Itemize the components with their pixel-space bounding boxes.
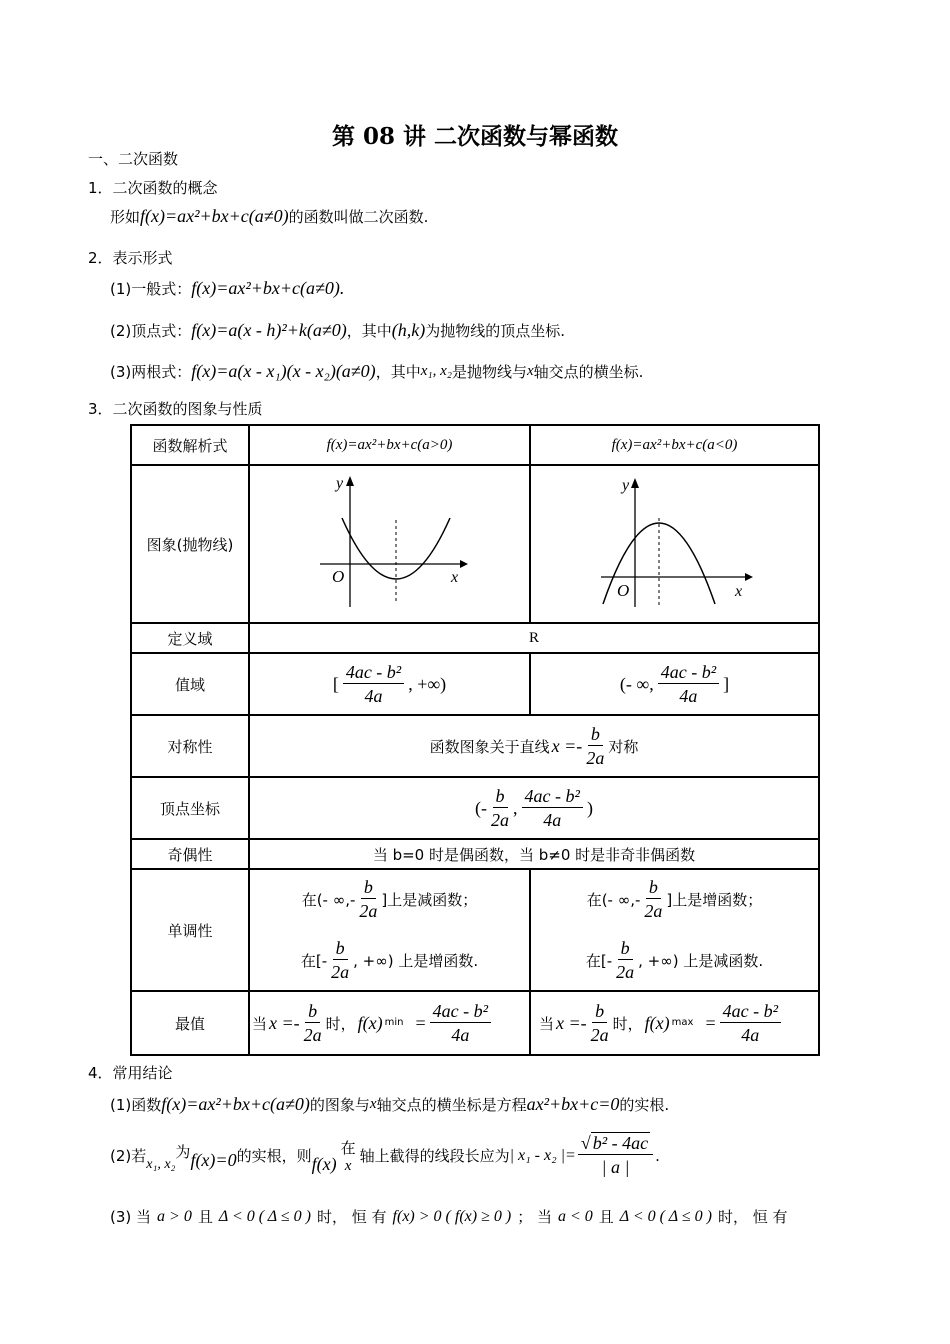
graph-y-label: y bbox=[621, 477, 629, 494]
vertex-close: ) bbox=[586, 797, 593, 818]
graph-downward-cell bbox=[530, 465, 819, 623]
c1-x: x bbox=[369, 1096, 377, 1112]
mono-numerator: b bbox=[618, 937, 633, 960]
c2-equation: f(x)=0 bbox=[190, 1150, 237, 1170]
extreme-numerator: b bbox=[592, 1000, 607, 1023]
extreme-x: x =- bbox=[556, 1012, 587, 1033]
page-title: 第 08 讲 二次函数与幂函数 bbox=[331, 123, 619, 150]
range-denominator: 4a bbox=[679, 685, 698, 706]
extreme-value-denominator: 4a bbox=[451, 1024, 470, 1045]
mono-denominator: 2a bbox=[644, 901, 663, 921]
table-row bbox=[131, 623, 819, 653]
conclusion-3 bbox=[110, 1206, 787, 1227]
vertex-denominator-1: 2a bbox=[491, 809, 510, 830]
row-label-monotonicity: 单调性 bbox=[131, 869, 249, 991]
mono-denominator: 2a bbox=[331, 962, 350, 982]
c3-text: (3) 当 bbox=[110, 1208, 152, 1226]
extreme-eq: = bbox=[705, 1012, 716, 1033]
range-positive bbox=[249, 653, 530, 715]
mono-text: 在[- bbox=[300, 952, 328, 970]
mono-text: 在(- ∞,- bbox=[301, 891, 356, 909]
c2-x: x bbox=[344, 1157, 352, 1174]
c2-sqrt-numerator: b² - 4ac bbox=[592, 1133, 649, 1153]
extreme-f: f(x) bbox=[357, 1012, 383, 1033]
c1-text: 轴交点的横坐标是方程 bbox=[376, 1096, 527, 1114]
monotonicity-positive bbox=[249, 869, 530, 991]
extreme-value-denominator: 4a bbox=[741, 1024, 760, 1045]
graph-y-label: y bbox=[335, 475, 343, 492]
c1-formula: f(x)=ax²+bx+c(a≠0) bbox=[161, 1094, 310, 1114]
extreme-numerator: b bbox=[305, 1000, 320, 1023]
vertex-form-note-post: 为抛物线的顶点坐标. bbox=[425, 322, 566, 340]
c1-text: (1)函数 bbox=[110, 1096, 162, 1114]
c2-text: 在 bbox=[340, 1138, 356, 1157]
c2-text: (2)若 bbox=[110, 1147, 147, 1165]
c3-text: 且 bbox=[598, 1208, 614, 1226]
c2-fx: f(x) bbox=[311, 1154, 337, 1174]
row-label-parity: 奇偶性 bbox=[131, 839, 249, 869]
range-denominator: 4a bbox=[364, 685, 383, 706]
table-row bbox=[131, 715, 819, 777]
extreme-text: 当 bbox=[252, 1014, 268, 1033]
heading-conclusions: 4．常用结论 bbox=[88, 1064, 173, 1082]
c3-text: 时， 恒 有 bbox=[717, 1208, 788, 1226]
range-bracket: [ bbox=[332, 673, 339, 694]
c3-text: 且 bbox=[197, 1208, 213, 1226]
row-label-graph: 图象(抛物线) bbox=[131, 465, 249, 623]
symmetry-post: 对称 bbox=[608, 737, 639, 756]
table-row bbox=[131, 425, 819, 465]
roots-note-pre: ，其中 bbox=[375, 363, 421, 381]
concept-line bbox=[110, 206, 428, 227]
section-heading-quadratic: 一、二次函数 bbox=[88, 150, 179, 168]
table-row bbox=[131, 777, 819, 839]
symmetry-x: x =- bbox=[551, 735, 583, 756]
range-bracket: ] bbox=[723, 673, 730, 694]
vertex-form-line bbox=[110, 320, 565, 341]
general-form-line bbox=[110, 278, 344, 299]
upward-parabola-graph bbox=[310, 472, 470, 612]
general-form-formula: f(x)=ax²+bx+c(a≠0). bbox=[191, 278, 345, 298]
table-row bbox=[131, 839, 819, 869]
roots-axis: x bbox=[526, 363, 534, 379]
mono-text: 在(- ∞,- bbox=[586, 891, 641, 909]
extreme-value-numerator: 4ac - b² bbox=[430, 1000, 491, 1023]
mono-text: , +∞) 上是减函数. bbox=[638, 952, 764, 970]
vertex-numerator-2: 4ac - b² bbox=[522, 785, 583, 808]
mono-denominator: 2a bbox=[616, 962, 635, 982]
mono-numerator: b bbox=[646, 876, 661, 899]
roots-form-line bbox=[110, 361, 643, 382]
graph-origin-label: O bbox=[331, 567, 344, 586]
monotonicity-negative bbox=[530, 869, 819, 991]
row-label-vertex: 顶点坐标 bbox=[131, 777, 249, 839]
domain-value: R bbox=[249, 623, 819, 653]
c3-condition: a < 0 bbox=[557, 1207, 593, 1225]
c3-condition: Δ < 0 ( Δ ≤ 0 ) bbox=[218, 1207, 311, 1225]
symmetry-pre: 函数图象关于直线 bbox=[429, 737, 550, 756]
c1-equation: ax²+bx+c=0 bbox=[526, 1094, 620, 1114]
extreme-text: 时， bbox=[325, 1014, 356, 1033]
range-negative bbox=[530, 653, 819, 715]
vertex-open: (- bbox=[475, 797, 488, 818]
c3-text: 时， 恒 有 bbox=[317, 1208, 387, 1226]
mono-text: ]上是减函数； bbox=[381, 891, 478, 909]
mono-numerator: b bbox=[333, 937, 348, 960]
c2-text: . bbox=[655, 1146, 660, 1165]
symmetry-numerator: b bbox=[588, 723, 603, 746]
c3-condition: f(x) > 0 ( f(x) ≥ 0 ) bbox=[392, 1207, 512, 1225]
extreme-value-numerator: 4ac - b² bbox=[720, 1000, 781, 1023]
mono-denominator: 2a bbox=[359, 901, 378, 921]
roots-note-post: 轴交点的横坐标. bbox=[533, 363, 644, 381]
vertex-value bbox=[249, 777, 819, 839]
vertex-point: (h,k) bbox=[391, 320, 426, 340]
c2-text: 轴上截得的线段长应为 bbox=[359, 1147, 510, 1165]
col-head-a-positive: f(x)=ax²+bx+c(a>0) bbox=[249, 425, 530, 465]
mono-text: , +∞) 上是增函数. bbox=[353, 952, 479, 970]
extreme-denominator: 2a bbox=[303, 1024, 322, 1045]
heading-graph-properties: 3．二次函数的图象与性质 bbox=[88, 400, 263, 418]
col-head-a-negative: f(x)=ax²+bx+c(a<0) bbox=[530, 425, 819, 465]
conclusion-2: (2)若 x₁, x₂ 为 f(x)=0 的实根，则 f(x) 在 x 轴上截得的线段长应为 | x₁ - x₂ |= $\frac{\text{√ b² - 4ac}}{| a |}$ . bbox=[110, 1133, 660, 1177]
table-row bbox=[131, 653, 819, 715]
col-head-expression: 函数解析式 bbox=[131, 425, 249, 465]
vertex-comma: , bbox=[513, 797, 518, 818]
extreme-text: 当 bbox=[539, 1014, 555, 1033]
row-label-extreme: 最值 bbox=[131, 991, 249, 1055]
extreme-text: 时， bbox=[612, 1014, 643, 1033]
extreme-x: x =- bbox=[269, 1012, 300, 1033]
c3-condition: Δ < 0 ( Δ ≤ 0 ) bbox=[619, 1207, 712, 1225]
vertex-form-formula: f(x)=a(x - h)²+k(a≠0) bbox=[191, 320, 347, 340]
heading-forms: 2．表示形式 bbox=[88, 249, 173, 267]
concept-formula: f(x)=ax²+bx+c(a≠0) bbox=[140, 206, 289, 226]
mono-text: 在[- bbox=[585, 952, 613, 970]
c3-text: ； 当 bbox=[517, 1208, 552, 1226]
c2-vars: x₁, x₂ bbox=[146, 1156, 176, 1172]
row-label-domain: 定义域 bbox=[131, 623, 249, 653]
roots-note-mid: 是抛物线与 bbox=[451, 363, 527, 381]
parity-value: 当 b=0 时是偶函数，当 b≠0 时是非奇非偶函数 bbox=[249, 839, 819, 869]
graph-x-label: x bbox=[450, 569, 458, 586]
extreme-positive: 当 x =- $\frac{b}{2a}$ 时， f(x) min = $\frac{\text{4ac - b²}}{4a}$ bbox=[249, 991, 530, 1055]
concept-suffix: 的函数叫做二次函数. bbox=[288, 208, 429, 226]
c2-text: 为 bbox=[175, 1143, 191, 1161]
extreme-negative: 当 x =- $\frac{b}{2a}$ 时， f(x) max = $\frac{\text{4ac - b²}}{4a}$ bbox=[530, 991, 819, 1055]
roots-vars: x₁, x₂ bbox=[420, 363, 452, 379]
concept-prefix: 形如 bbox=[110, 208, 141, 226]
range-numerator: 4ac - b² bbox=[658, 661, 719, 684]
range-numerator: 4ac - b² bbox=[343, 661, 404, 684]
c3-condition: a > 0 bbox=[157, 1207, 192, 1225]
c2-text: 的实根，则 bbox=[236, 1147, 312, 1165]
range-tail: , +∞) bbox=[408, 673, 447, 694]
properties-table bbox=[130, 424, 820, 1056]
table-row bbox=[131, 991, 819, 1055]
c2-abs: | x₁ - x₂ |= bbox=[509, 1146, 576, 1164]
vertex-numerator-1: b bbox=[493, 785, 508, 808]
table-row bbox=[131, 869, 819, 991]
roots-form-formula: f(x)=a(x - x₁)(x - x₂)(a≠0) bbox=[191, 361, 376, 381]
graph-x-label: x bbox=[734, 583, 742, 600]
vertex-form-label: (2)顶点式： bbox=[110, 322, 192, 340]
c1-text: 的实根. bbox=[619, 1096, 670, 1114]
symmetry-value bbox=[249, 715, 819, 777]
table-row bbox=[131, 465, 819, 623]
extreme-denominator: 2a bbox=[590, 1024, 609, 1045]
symmetry-denominator: 2a bbox=[586, 747, 605, 768]
row-label-symmetry: 对称性 bbox=[131, 715, 249, 777]
vertex-denominator-2: 4a bbox=[543, 809, 562, 830]
extreme-eq: = bbox=[415, 1012, 426, 1033]
graph-origin-label: O bbox=[616, 581, 629, 600]
graph-upward-cell bbox=[249, 465, 530, 623]
extreme-f: f(x) bbox=[644, 1012, 670, 1033]
row-label-range: 值域 bbox=[131, 653, 249, 715]
roots-form-label: (3)两根式： bbox=[110, 363, 192, 381]
heading-concept: 1．二次函数的概念 bbox=[88, 179, 218, 197]
range-head: (- ∞, bbox=[619, 673, 654, 694]
mono-numerator: b bbox=[361, 876, 376, 899]
mono-text: ]上是增函数； bbox=[666, 891, 763, 909]
downward-parabola-graph bbox=[595, 472, 755, 612]
vertex-form-note-pre: ，其中 bbox=[346, 322, 392, 340]
general-form-label: (1)一般式： bbox=[110, 280, 192, 298]
conclusion-1 bbox=[110, 1094, 669, 1115]
c1-text: 的图象与 bbox=[309, 1096, 370, 1114]
c2-denominator: | a | bbox=[601, 1157, 630, 1177]
